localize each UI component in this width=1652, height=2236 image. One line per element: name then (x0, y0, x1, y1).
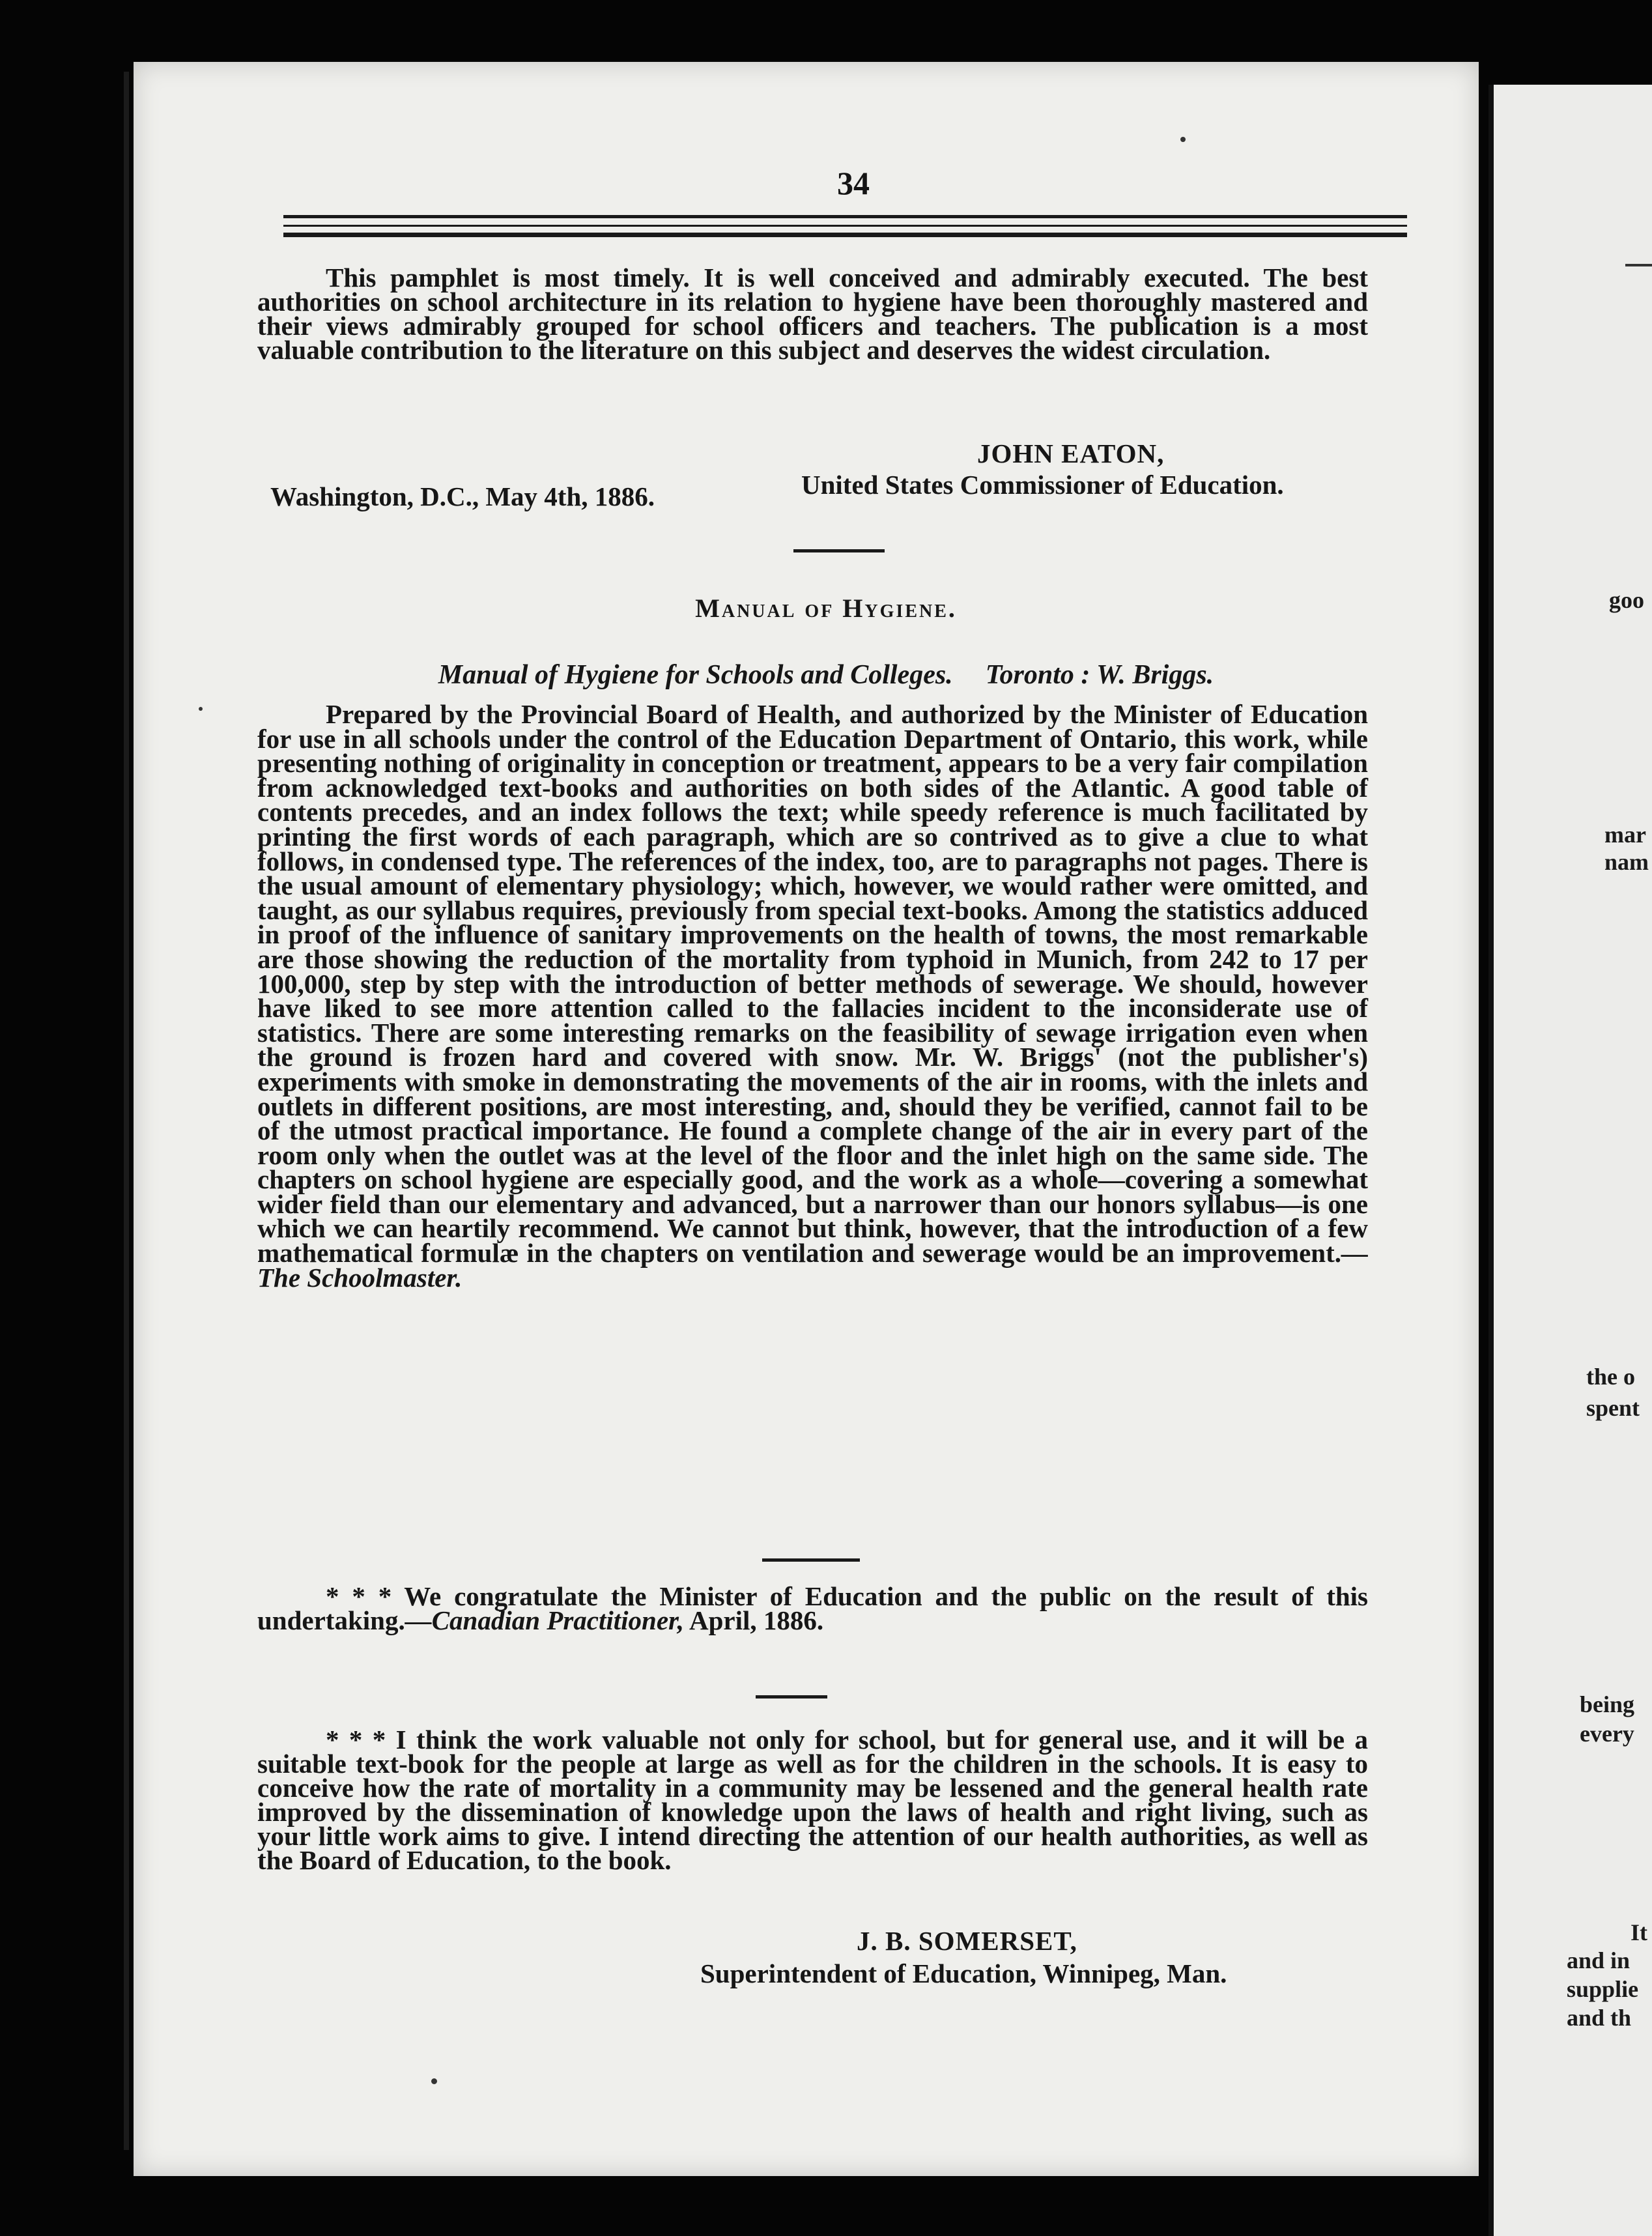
scan-border-left (0, 0, 114, 2236)
adjacent-fragment: mar (1604, 822, 1646, 848)
adjacent-fragment: spent (1586, 1395, 1640, 1421)
book-publisher: Toronto : W. Briggs. (985, 660, 1214, 690)
separator-rule (762, 1558, 860, 1562)
adjacent-fragment: nam (1604, 849, 1649, 875)
adjacent-page (1488, 85, 1652, 2236)
somerset-signer: J. B. SOMERSET, (857, 1926, 1077, 1956)
review-paragraph (257, 699, 1368, 1293)
header-rule (283, 215, 1407, 218)
review-text: Prepared by the Provincial Board of Health, and authorized by the Minister of Education for use in all schools under the control of the Education Department of Ontario, this work, while presenting nothing of originality in conception or treatment, appears to be a very fair compilation from acknowledged text-books and authorities on both sides of the Atlantic. A good table of contents precedes, and an index follows the text; while speedy reference is much facilitated by printing the first words of each paragraph, which are so contrived as to give a clue to what follows, in condensed type. The references of the index, too, are to paragraphs not pages. There is the usual amount of elementary physiology; which, however, we would rather were omitted, and taught, as our syllabus requires, previously from special text-books. Among the statistics adduced in proof of the influence of sanitary improvements on the health of towns, the most remarkable are those showing the reduction of the mortality from typhoid in Munich, from 242 to 17 per 100,000, step by step with the introduction of better methods of sewerage. We should, however have liked to see more attention called to the fallacies incident to the inconsiderate use of statistics. There are some interesting remarks on the feasibility of sewage irrigation even when the ground is frozen hard and covered with snow. Mr. W. Briggs' (not the publisher's) experiments with smoke in demonstrating the movements of the air in rooms, with the inlets and outlets in different positions, are most interesting, and, should they be verified, cannot fail to be of the utmost practical importance. He found a complete change of the air in every part of the room only when the outlet was at the level of the floor and the inlet high on the same side. The chapters on school hygiene are especially good, and the work as a whole—covering a somewhat wider field than our elementary and advanced, but a narrower than our honors syllabus—is one which we can heartily recommend. We cannot but think, however, that the introduction of a few mathematical formulæ in the chapters on ventilation and sewerage would be an improvement. (257, 699, 1368, 1268)
binding-edge (124, 72, 129, 2150)
adjacent-fragment: and in (1567, 1947, 1631, 1973)
adjacent-fragment: and th (1567, 2005, 1632, 2031)
practitioner-paragraph (257, 1581, 1368, 1635)
eaton-signer-title: United States Commissioner of Education. (801, 470, 1284, 500)
header-rule (283, 233, 1407, 237)
page-number: 34 (837, 165, 870, 201)
book-title: Manual of Hygiene for Schools and Colleges. (438, 660, 953, 690)
adjacent-fragment: every (1580, 1721, 1634, 1747)
review-source: —The Schoolmaster. (257, 1238, 1368, 1293)
separator-rule (793, 549, 885, 552)
adjacent-fragment: supplie (1567, 1976, 1639, 2002)
practitioner-date: April, 1886. (684, 1605, 824, 1635)
adjacent-page-edge (1488, 85, 1494, 2236)
adjacent-fragment: It (1631, 1919, 1647, 1945)
adjacent-fragment: being (1580, 1691, 1635, 1717)
book-citation (0, 659, 1652, 691)
somerset-signer-title: Superintendent of Education, Winnipeg, Man. (700, 1958, 1227, 1988)
somerset-paragraph: * * * I think the work valuable not only for school, but for general use, and it will be a suitable text-book for the people at large as well as for the children in the schools. It is easy to conceive how the rate of mortality in a community may be lessened and the general health rate improved by the dissemination of knowledge upon the laws of health and right living, such as your little work aims to give. I intend directing the attention of our health authorities, as well as the Board of Education, to the book. (257, 1725, 1368, 1875)
eaton-signer: JOHN EATON, (977, 438, 1165, 468)
section-heading: Manual of Hygiene. (695, 594, 957, 623)
adjacent-fragment: the o (1586, 1364, 1635, 1390)
adjacent-fragment: goo (1609, 587, 1644, 613)
separator-rule (756, 1695, 827, 1698)
eaton-dateline: Washington, D.C., May 4th, 1886. (270, 481, 655, 511)
adjacent-rule (1625, 264, 1652, 266)
practitioner-text: * * * We congratulate the Minister of Education and the public on the result of this undertaking. (257, 1581, 1368, 1635)
scan-speck (431, 2078, 437, 2084)
practitioner-source: —Canadian Practitioner, (405, 1605, 685, 1635)
eaton-paragraph: This pamphlet is most timely. It is well conceived and admirably executed. The best authorities on school architecture in its relation to hygiene have been thoroughly mastered and their views admirably grouped for school officers and teachers. The publication is a most valuable contribution to the literature on this subject and deserves the widest circulation. (257, 263, 1368, 365)
scan-speck (199, 707, 203, 711)
header-rule (283, 225, 1407, 227)
scan-speck (1180, 137, 1186, 142)
